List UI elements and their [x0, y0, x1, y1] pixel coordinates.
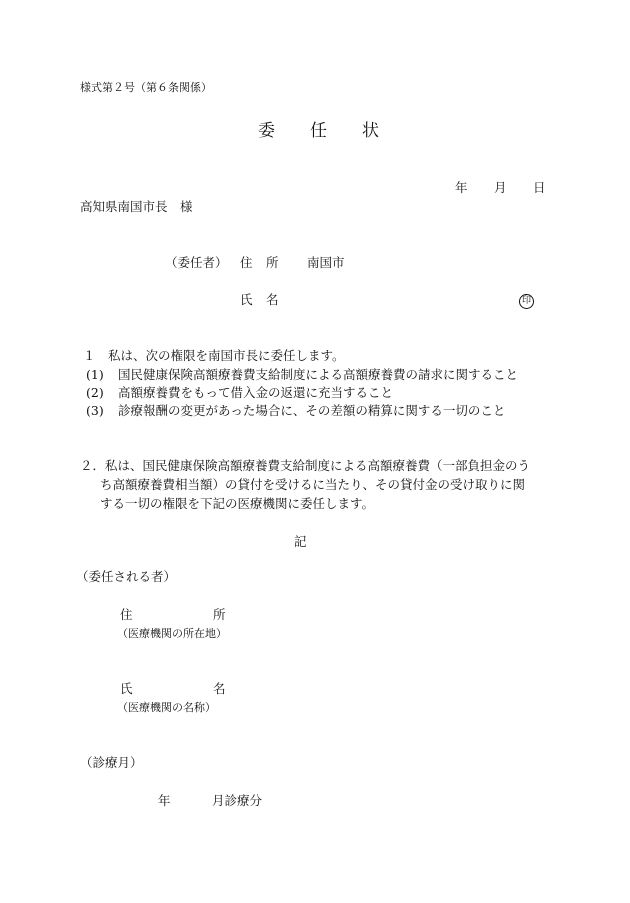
agent-heading: （委任される者）: [76, 569, 177, 584]
title-char-1: 委: [258, 121, 275, 141]
date-day-label: 日: [533, 180, 546, 195]
section1-item-num: (3): [86, 403, 104, 418]
title-char-3: 状: [362, 121, 379, 141]
principal-name-label-1: 氏: [240, 292, 253, 307]
agent-name-note: （医療機関の名称）: [117, 701, 216, 714]
addressee: 高知県南国市長 様: [80, 199, 193, 214]
principal-label: （委任者）: [165, 255, 228, 270]
section2-line: する一切の権限を下記の医療機関に委任します。: [100, 496, 375, 511]
form-number: 様式第２号（第６条関係）: [80, 81, 212, 94]
principal-address-value: 南国市: [307, 255, 345, 270]
date-year-label: 年: [455, 180, 468, 195]
section1-item-text: 診療報酬の変更があった場合に、その差額の精算に関する一切のこと: [118, 403, 506, 418]
treatment-year-label: 年: [158, 793, 171, 808]
seal-mark: [519, 293, 534, 309]
section1-item-text: 高額療養費をもって借入金の返還に充当すること: [118, 385, 394, 400]
agent-name-label-2: 名: [213, 681, 226, 696]
principal-name-label-2: 名: [266, 292, 279, 307]
treatment-month-label: 月診療分: [212, 793, 263, 808]
section1-item-text: 国民健康保険高額療養費支給制度による高額療養費の請求に関すること: [118, 367, 519, 382]
ki-mark: 記: [294, 534, 307, 549]
agent-address-label-1: 住: [120, 607, 133, 622]
principal-address-label-2: 所: [266, 255, 279, 270]
section1-lead: １ 私は、次の権限を南国市長に委任します。: [83, 348, 345, 363]
title-char-2: 任: [310, 121, 327, 141]
seal-icon: 印: [519, 294, 534, 309]
agent-address-note: （医療機関の所在地）: [117, 627, 227, 640]
treatment-heading: （診療月）: [80, 755, 143, 770]
section2-line: ２．私は、国民健康保険高額療養費支給制度による高額療養費（一部負担金のう: [80, 458, 531, 473]
section1-item-num: (2): [86, 385, 104, 400]
section2-line: ち高額療養費相当額）の貸付を受けるに当たり、その貸付金の受け取りに関: [100, 477, 526, 492]
principal-address-label-1: 住: [240, 255, 253, 270]
agent-name-label-1: 氏: [120, 681, 133, 696]
date-month-label: 月: [494, 180, 507, 195]
agent-address-label-2: 所: [213, 607, 226, 622]
section1-item-num: (1): [86, 367, 104, 382]
